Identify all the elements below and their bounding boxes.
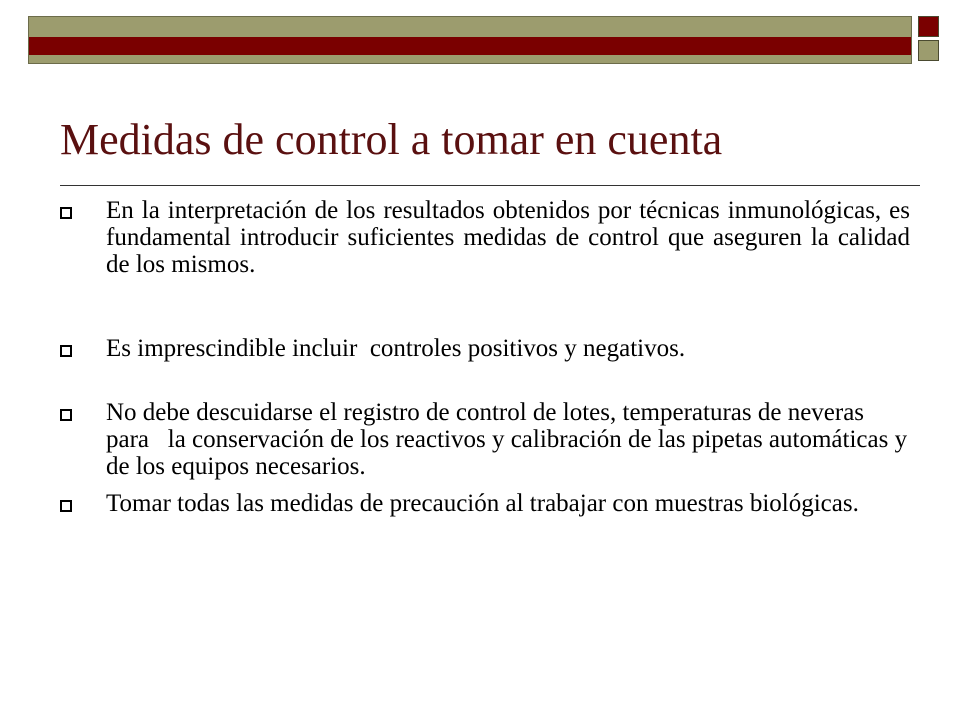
corner-square-olive	[918, 40, 939, 61]
hollow-square-icon	[60, 207, 72, 219]
slide-title: Medidas de control a tomar en cuenta	[60, 115, 723, 164]
title-divider	[60, 185, 920, 186]
hollow-square-icon	[60, 345, 72, 357]
bullet-item	[60, 399, 914, 480]
top-decorative-band	[28, 16, 912, 64]
bullet-item	[60, 335, 910, 362]
bullet-item	[60, 197, 910, 278]
bullet-item	[60, 490, 910, 517]
hollow-square-icon	[60, 409, 72, 421]
bullet-text: No debe descuidarse el registro de control de lotes, temperaturas de neveras para la conservación de los reactivos y calibración de las pipetas automáticas y de los equipos necesarios.	[106, 399, 914, 480]
bullet-text: Es imprescindible incluir controles positivos y negativos.	[106, 335, 686, 362]
bullet-text: En la interpretación de los resultados obtenidos por técnicas inmunológicas, es fundamental introducir suficientes medidas de control que aseguren la calidad de los mismos.	[106, 197, 910, 278]
top-band-stripe	[29, 37, 911, 55]
corner-square-red	[918, 16, 939, 37]
bullet-list	[60, 197, 914, 517]
bullet-text: Tomar todas las medidas de precaución al trabajar con muestras biológicas.	[106, 490, 859, 517]
hollow-square-icon	[60, 500, 72, 512]
